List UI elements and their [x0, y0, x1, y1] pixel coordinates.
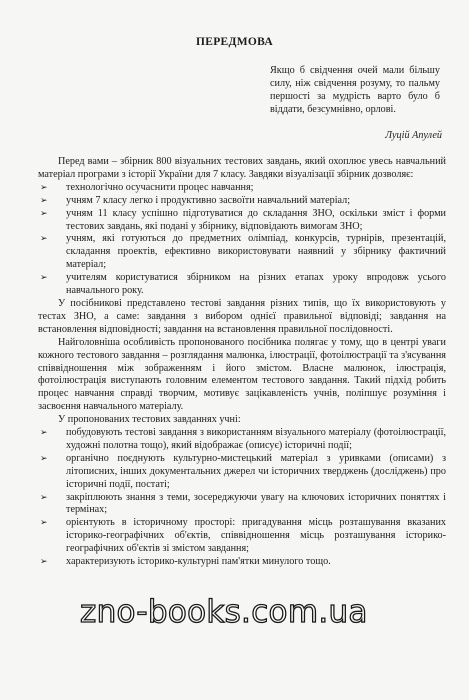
arrow-bullet-icon: ➢	[40, 518, 48, 529]
intro-paragraph: Перед вами – збірник 800 візуальних тестових завдань, який охоплює увесь навчальний матеріал програми з історії України для 7 класу. Завдяки візуалізації збірник дозволяє:	[38, 156, 446, 180]
list-item: ➢ учням, які готуються до предметних олімпіад, конкурсів, турнірів, презентацій, складання проектів, ефективно використовувати наявний у збірнику фактичний матеріал;	[40, 233, 446, 271]
arrow-bullet-icon: ➢	[40, 195, 48, 206]
list-item: ➢ учителям користуватися збірником на різних етапах уроку впродовж усього навчального року.	[40, 272, 446, 297]
epigraph-author: Луцій Апулей	[385, 130, 442, 141]
epigraph-text: Якщо б свідчення очей мали більшу силу, ніж свідчення розуму, то пальму першості за мудрість варто було б віддати, безсумнівно, орлові.	[270, 65, 440, 115]
arrow-bullet-icon: ➢	[40, 234, 48, 245]
arrow-bullet-icon: ➢	[40, 453, 48, 464]
list-item: ➢ характеризують історико-культурні пам'ятки минулого тощо.	[40, 556, 331, 568]
watermark: zno-books.com.ua	[80, 594, 368, 630]
list-item: ➢ учням 7 класу легко і продуктивно засвоїти навчальний матеріал;	[40, 194, 351, 206]
feature-paragraph: Найголовніша особливість пропонованого посібника полягає у тому, що в центрі уваги кожного тестового завдання – розглядання малюнка, ілюстрації, фотоілюстрації та з'ясування співвідношення між зображенням і його змістом. Власне малюнок, ілюстрація, фотоілюстрація виступають головним елементом тестового завдання. Такий підхід робить процес навчання справді творчим, мотивує зацікавленість учнів, поліпшує розуміння і засвоєння навчального матеріалу.	[38, 336, 446, 413]
list-item: ➢ орієнтують в історичному просторі: пригадування місць розташування вказаних історико-географічних об'єктів, співвідношення місць розташування історико-географічних об'єктів зі змістом завдання;	[40, 517, 446, 555]
list-item: ➢ побудовують тестові завдання з використанням візуального матеріалу (фотоілюстрації, художні полотна тощо), який відображає (описує) історичні події;	[40, 427, 446, 451]
arrow-bullet-icon: ➢	[40, 208, 48, 219]
students-intro-paragraph: У пропонованих тестових завданнях учні:	[58, 414, 241, 426]
arrow-bullet-icon: ➢	[40, 557, 48, 568]
task-types-paragraph: У посібникові представлено тестові завдання різних типів, що їх використовують у тестах ЗНО, а саме: завдання з вибором однієї правильної відповіді; завдання на встановлення відповідності; завдання на встановлення правильної послідовності.	[38, 297, 446, 335]
document-body	[38, 156, 446, 569]
arrow-bullet-icon: ➢	[40, 428, 48, 439]
student-activities-list	[38, 427, 446, 569]
arrow-bullet-icon: ➢	[40, 492, 48, 503]
benefits-list	[38, 182, 446, 298]
arrow-bullet-icon: ➢	[40, 182, 48, 193]
list-item: ➢ органічно поєднують культурно-мистецький матеріал з уривками (описами) з літописних, інших документальних джерел чи історичних тверджень (досліджень) про історичні події, постаті;	[40, 452, 446, 490]
arrow-bullet-icon: ➢	[40, 273, 48, 284]
list-item: ➢ закріплюють знання з теми, зосереджуючи увагу на ключових історичних поняттях і термінах;	[40, 491, 446, 516]
list-item: ➢ технологічно осучаснити процес навчання;	[40, 181, 254, 193]
list-item: ➢ учням 11 класу успішно підготуватися до складання ЗНО, оскільки зміст і форми тестових завдань, які подані у збірнику, відповідають вимогам ЗНО;	[40, 207, 446, 232]
page-title: ПЕРЕДМОВА	[196, 36, 273, 48]
